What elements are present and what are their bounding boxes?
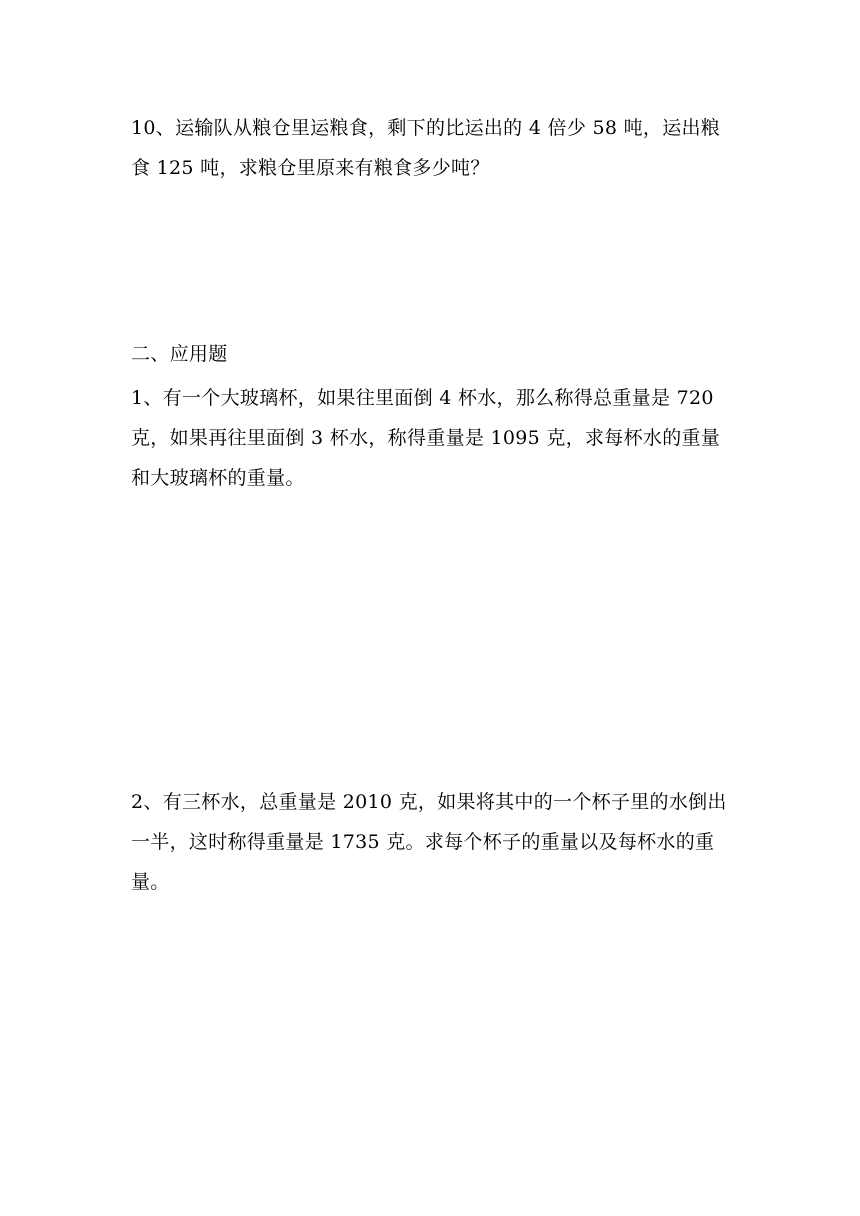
application-problem-1-line-3: 和大玻璃杯的重量。	[131, 467, 305, 489]
application-problem-2-line-1: 2、有三杯水，总重量是 2010 克，如果将其中的一个杯子里的水倒出	[131, 791, 727, 813]
problem-10-line-2: 食 125 吨，求粮仓里原来有粮食多少吨？	[131, 157, 490, 179]
application-problem-2	[131, 782, 731, 902]
application-problem-1	[131, 378, 731, 498]
application-problem-2-line-3: 量。	[131, 871, 170, 893]
application-problem-1-line-1: 1、有一个大玻璃杯，如果往里面倒 4 杯水，那么称得总重量是 720	[131, 387, 714, 409]
application-problem-2-line-2: 一半，这时称得重量是 1735 克。求每个杯子的重量以及每杯水的重	[131, 831, 715, 853]
problem-10-line-1: 10、运输队从粮仓里运粮食，剩下的比运出的 4 倍少 58 吨，运出粮	[131, 117, 721, 139]
section-heading-block	[131, 334, 731, 374]
problem-10	[131, 108, 731, 188]
section-heading: 二、应用题	[131, 343, 228, 365]
application-problem-1-line-2: 克，如果再往里面倒 3 杯水，称得重量是 1095 克，求每杯水的重量	[131, 427, 721, 449]
